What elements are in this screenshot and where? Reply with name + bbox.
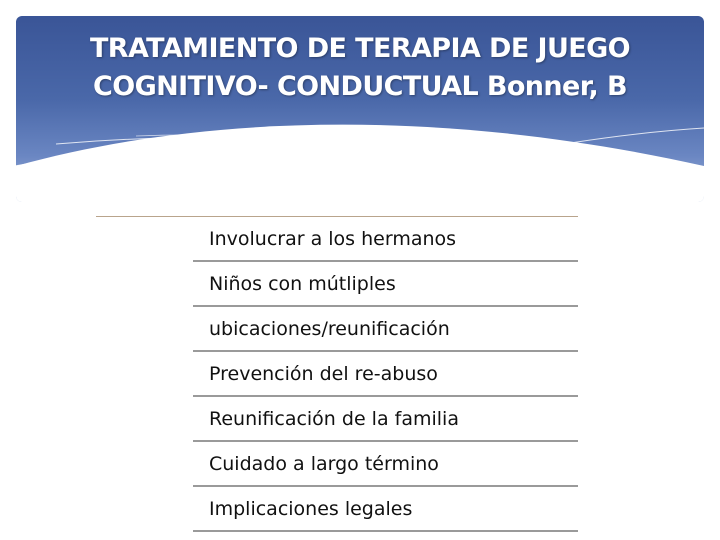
slide-title-line-1: TRATAMIENTO DE TERAPIA DE JUEGO	[89, 33, 631, 64]
table-row: Implicaciones legales	[193, 487, 578, 532]
table-row: Niños con mútliples	[193, 262, 578, 307]
slide-title-line-2: COGNITIVO- CONDUCTUAL Bonner, B	[93, 71, 627, 102]
table-row: Involucrar a los hermanos	[193, 217, 578, 262]
table-row: Reunificación de la familia	[193, 397, 578, 442]
topics-table	[193, 217, 578, 532]
table-row: Cuidado a largo término	[193, 442, 578, 487]
table-row: Prevención del re-abuso	[193, 352, 578, 397]
table-row: ubicaciones/reunificación	[193, 307, 578, 352]
slide-title	[16, 30, 704, 106]
